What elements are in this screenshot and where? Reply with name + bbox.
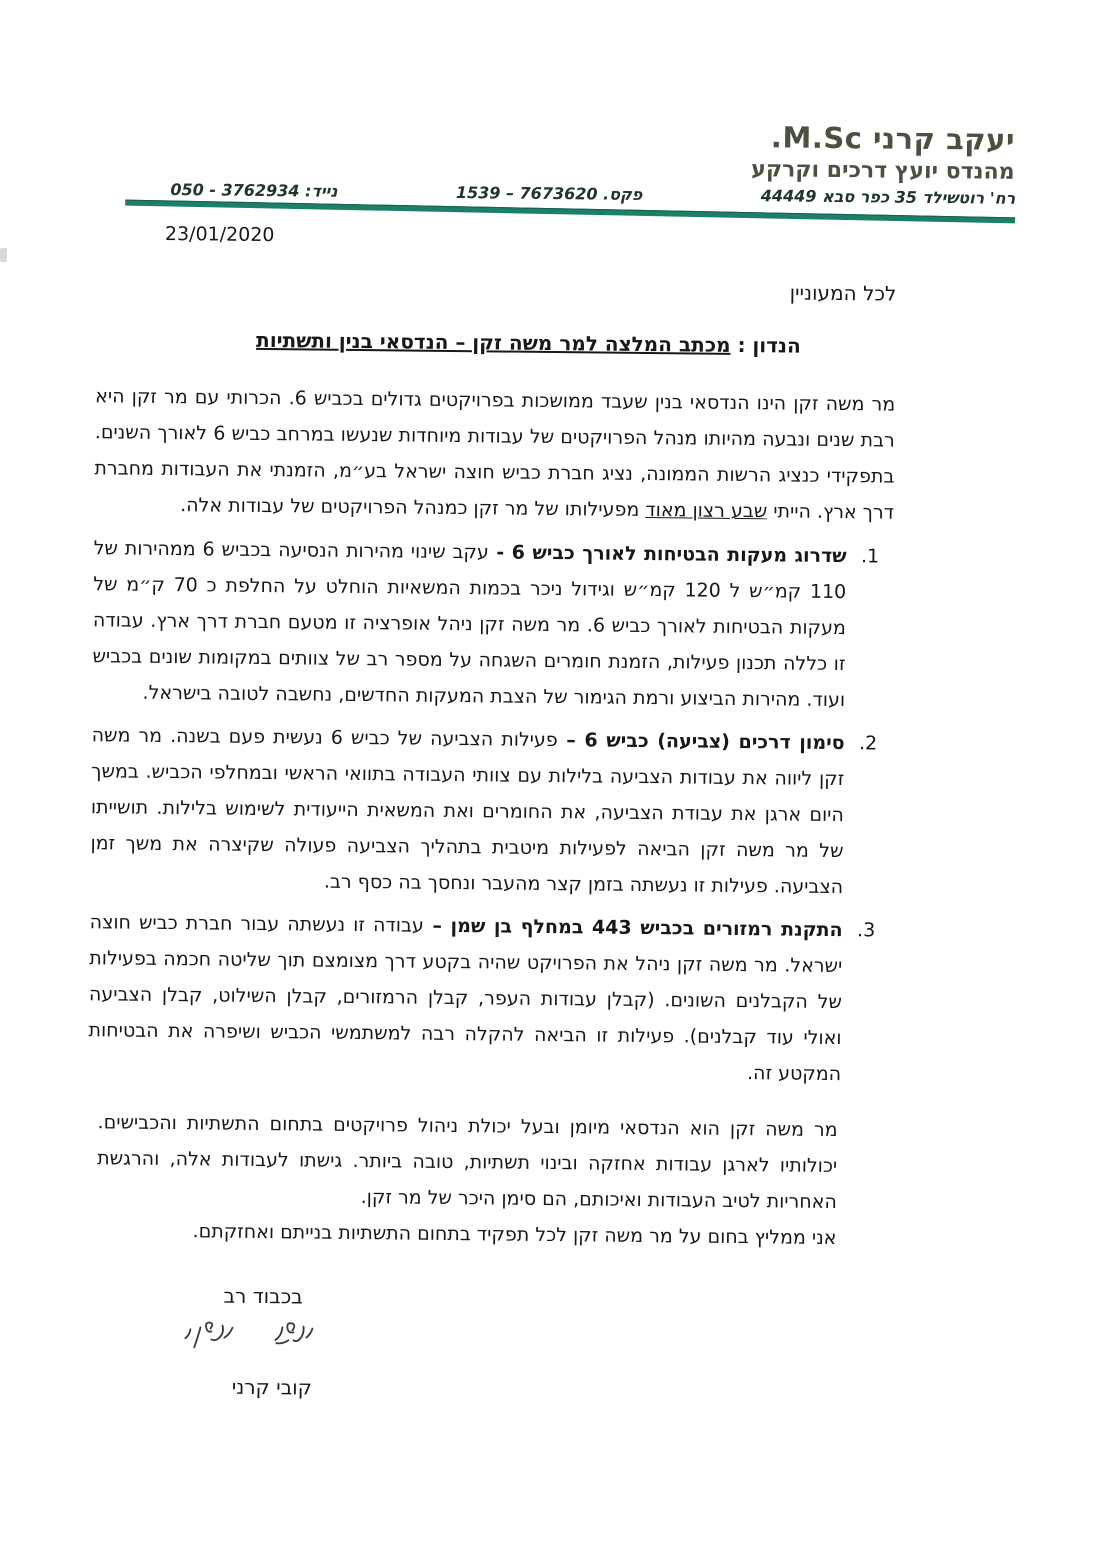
list-item-text: עקב שינוי מהירות הנסיעה בכביש 6 ממהירות של 110 קמ״ש ל 120 קמ״ש וגידול ניכר בכמות המשאיות הוחלט על החלפת כ 70 ק״מ של מעקות הבטיחות לאורך כביש 6. מר משה זקן ניהל אופרציה זו מטעם חברת דרך ארץ. עבודה זו כללה תכנון פעילות, הזמנת חומרים השגחה על מספר רב של צוותים במקומות שונים בכביש ועוד. מהירות הביצוע ורמת הגימור של הצבת המעקות החדשים, נחשבה לטובה בישראל. [92,537,847,712]
recommendation-line: אני ממליץ בחום על מר משה זקן לכל תפקיד בתחום התשתיות בנייתם ואחזקתם. [192,1220,837,1250]
list-item [92,530,894,718]
handwritten-signature [120,1315,321,1370]
letterhead-fax [456,183,643,204]
subject-text: מכתב המלצה למר משה זקן – הנדסאי בנין ותשתיות [256,327,731,357]
list-item [90,717,892,905]
numbered-list [88,530,894,1092]
intro-text-after: מפעילותו של מר זקן כמנהל הפרויקטים של עבודות אלה. [180,494,646,522]
list-item-title: שדרוג מעקות הבטיחות לאורך כביש 6 - [488,541,847,568]
phone-label: נייד: [304,181,338,201]
list-item-body [88,904,843,1092]
subject-line [96,320,896,364]
list-item-title: התקנת רמזורים בכביש 443 במחלף בן שמן – [423,914,843,942]
letterhead-address: רח' רוטשילד 35 כפר סבא 44449 [760,186,1016,208]
recipient-line: לכל המעוניין [789,280,897,306]
signoff-block [120,1277,321,1406]
letterhead [2,0,1100,216]
letterhead-title: מהנדס יועץ דרכים וקרקע [751,157,1015,185]
intro-paragraph [94,378,895,530]
intro-text-underlined: שבע רצון מאוד [645,499,768,523]
list-item-body [90,717,845,905]
closing-block [96,1104,837,1256]
phone-number: 050 - 3762934 [170,180,300,201]
closing-paragraph: מר משה זקן הוא הנדסאי מיומן ובעל יכולת ניהול פרויקטים בתחום התשתיות והכבישים. יכולותיו לארגן עבודות אחזקה ובינוי תשתיות, טובה ביותר. גישתו לעבודות אלה, והרגשת האחריות לטיב העבודות ואיכותם, הם סימן היכר של מר זקן. [97,1111,838,1214]
signer-name: קובי קרני [231,1374,312,1400]
list-item-number: 3. [856,919,876,942]
subject-label: הנדון : [737,332,801,358]
fax-number: 1539 – 7673620 [455,183,598,204]
intro-text-before: מר משה זקן הינו הנדסאי בנין שעבד ממושכות בפרויקטים גדולים בכביש 6. הכרותי עם מר זקן היא רבת שנים ונבעה מהיותו מנהל הפרויקטים של עבודות מיוחדות שנעשו במרחב כביש 6 לאורך השנים. בתפקידי כנציג הרשות הממונה, נציג חברת כביש חוצה ישראל בע״מ, הזמנתי את העבודות מחברת דרך ארץ. הייתי [94,385,896,524]
signoff-regards: בכבוד רב [223,1283,303,1309]
list-item-title: סימון דרכים (צביעה) כביש 6 – [557,729,845,755]
signature-strokes [170,1315,320,1359]
letterhead-name: יעקב קרני M.Sc. [770,120,1016,157]
list-item [88,904,890,1092]
letter-date: 23/01/2020 [164,222,275,247]
list-item-text: עבודה זו נעשתה עבור חברת כביש חוצה ישראל. מר משה זקן ניהל את הפרויקט שהיה בקטע דרך מצומצם תוך שליטה חכמה בפעילות של הקבלנים השונים. (קבלן עבודות העפר, קבלן הרמזורים, קבלן השילוט, קבלן הצביעה ואולי עוד קבלנים). פעילות זו הביאה להקלה רבה למשתמשי הכביש ושיפרה את הבטיחות המקטע זה. [88,911,843,1086]
letter-body [85,267,897,1411]
fax-label: פקס. [603,184,643,204]
list-item-number: 2. [858,732,878,755]
list-item-text: פעילות הצביעה של כביש 6 נעשית פעם בשנה. מר משה זקן ליווה את עבודות הצביעה בלילות עם צוותי העבודה בתוואי הראשי ובמחלפי הכביש. במשך היום ארגן את עבודת הצביעה, את החומרים ואת המשאית הייעודית לשימוש בלילות. תושייתו של מר משה זקן הביאה לפעילות מיטבית בתהליך הצביעה פעולה שקיצרה את משך זמן הצביעה. פעילות זו נעשתה בזמן קצר מהעבר ונחסך בה כסף רב. [90,724,845,899]
letterhead-phone [170,180,337,201]
list-item-body [92,530,847,718]
list-item-number: 1. [860,545,880,568]
